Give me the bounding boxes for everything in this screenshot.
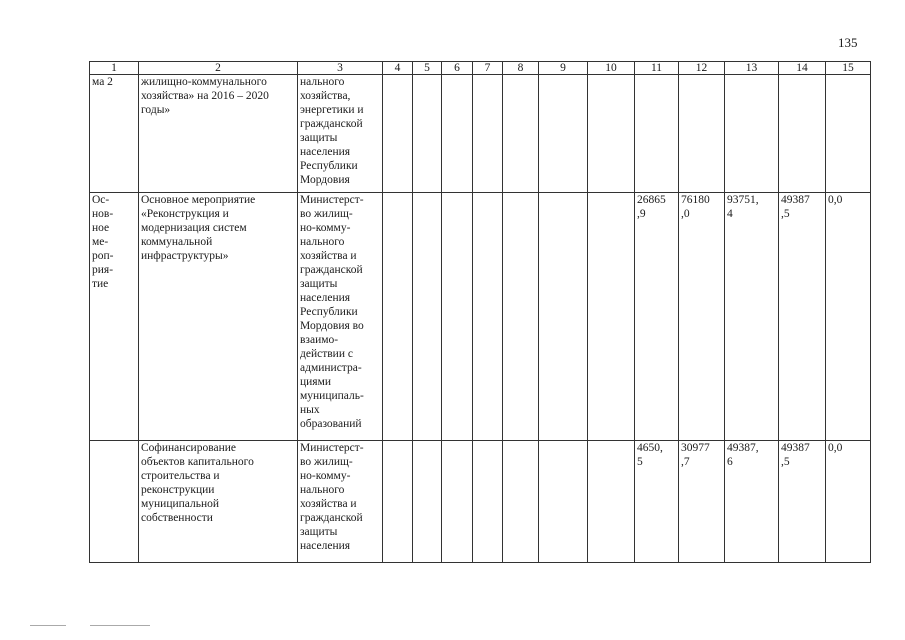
budget-table <box>89 61 871 563</box>
row-executor-cell: нального хозяйства, энергетики и гражданской защиты населения Республики Мордовия <box>298 75 383 193</box>
page-number: 135 <box>838 35 858 50</box>
value-cell: 0,0 <box>826 441 871 563</box>
empty-cell <box>413 193 442 441</box>
empty-cell <box>588 75 635 193</box>
column-header: 13 <box>725 62 779 75</box>
empty-cell <box>503 75 539 193</box>
column-header: 3 <box>298 62 383 75</box>
value-cell: 26865 ,9 <box>635 193 679 441</box>
empty-cell <box>383 75 413 193</box>
empty-cell <box>539 75 588 193</box>
empty-cell <box>383 441 413 563</box>
table-row <box>90 441 871 563</box>
empty-cell <box>539 193 588 441</box>
empty-cell <box>473 193 503 441</box>
value-cell: 76180 ,0 <box>679 193 725 441</box>
column-header: 8 <box>503 62 539 75</box>
column-header: 12 <box>679 62 725 75</box>
column-header: 6 <box>442 62 473 75</box>
empty-cell <box>442 441 473 563</box>
row-code-cell: ма 2 <box>90 75 139 193</box>
empty-cell <box>413 441 442 563</box>
value-cell <box>826 75 871 193</box>
scan-artifact <box>90 625 150 626</box>
empty-cell <box>503 193 539 441</box>
empty-cell <box>442 193 473 441</box>
row-executor-cell: Министерст- во жилищ- но-комму- нального хозяйства и гражданской защиты населения <box>298 441 383 563</box>
column-header: 14 <box>779 62 826 75</box>
empty-cell <box>588 193 635 441</box>
column-header: 5 <box>413 62 442 75</box>
table-row <box>90 75 871 193</box>
scan-artifact <box>30 625 66 626</box>
row-code-cell: Ос- нов- ное ме- роп- рия- тие <box>90 193 139 441</box>
row-name-cell: Основное мероприятие «Реконструкция и модернизация систем коммунальной инфраструктуры» <box>139 193 298 441</box>
column-header: 15 <box>826 62 871 75</box>
value-cell: 30977 ,7 <box>679 441 725 563</box>
value-cell <box>679 75 725 193</box>
value-cell: 49387 ,5 <box>779 193 826 441</box>
value-cell: 49387 ,5 <box>779 441 826 563</box>
row-name-cell: Софинансирование объектов капитального строительства и реконструкции муниципальной собственности <box>139 441 298 563</box>
empty-cell <box>383 193 413 441</box>
value-cell: 49387, 6 <box>725 441 779 563</box>
column-header: 9 <box>539 62 588 75</box>
empty-cell <box>413 75 442 193</box>
value-cell: 4650, 5 <box>635 441 679 563</box>
column-header: 11 <box>635 62 679 75</box>
empty-cell <box>473 441 503 563</box>
row-executor-cell: Министерст- во жилищ- но-комму- нального хозяйства и гражданской защиты населения Республики Мордовия во взаимо- действии с администра- циями муниципаль- ных образований <box>298 193 383 441</box>
row-code-cell <box>90 441 139 563</box>
column-header: 1 <box>90 62 139 75</box>
value-cell: 93751, 4 <box>725 193 779 441</box>
empty-cell <box>539 441 588 563</box>
empty-cell <box>503 441 539 563</box>
value-cell: 0,0 <box>826 193 871 441</box>
row-name-cell: жилищно-коммунального хозяйства» на 2016 – 2020 годы» <box>139 75 298 193</box>
value-cell <box>779 75 826 193</box>
column-header: 7 <box>473 62 503 75</box>
value-cell <box>725 75 779 193</box>
column-header: 10 <box>588 62 635 75</box>
value-cell <box>635 75 679 193</box>
column-header: 2 <box>139 62 298 75</box>
header-row <box>90 62 871 75</box>
empty-cell <box>473 75 503 193</box>
empty-cell <box>442 75 473 193</box>
column-header: 4 <box>383 62 413 75</box>
table-row <box>90 193 871 441</box>
empty-cell <box>588 441 635 563</box>
